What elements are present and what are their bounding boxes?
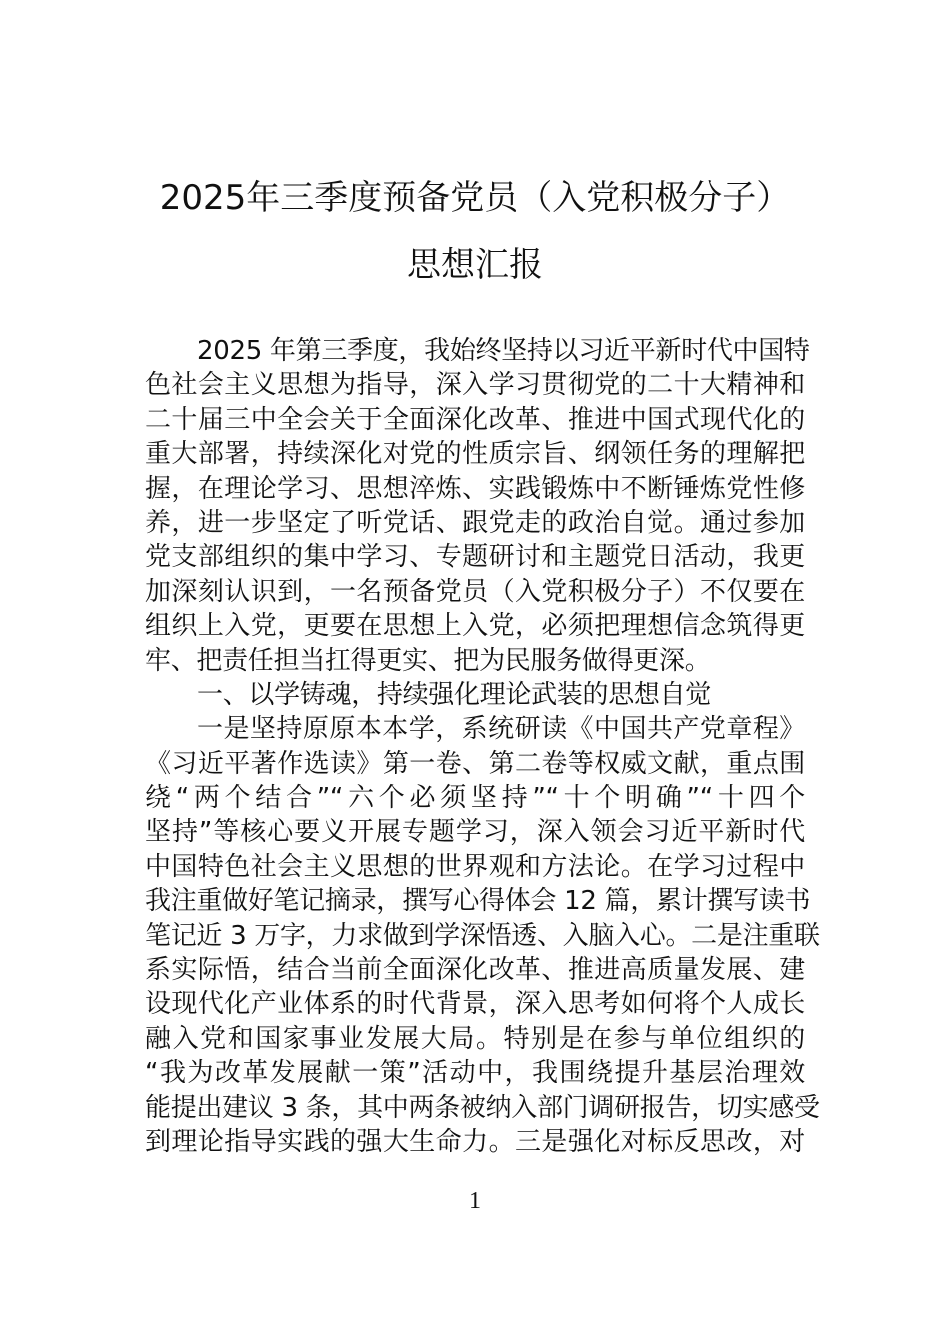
- document-body: [145, 334, 820, 1159]
- text-line: 融入党和国家事业发展大局。特别是在参与单位组织的: [145, 1023, 805, 1054]
- document-title-line-2: 思想汇报: [407, 245, 543, 285]
- text-line: 党支部组织的集中学习、专题研讨和主题党日活动，我更: [145, 542, 805, 573]
- page-number: 1: [469, 1188, 481, 1214]
- text-line: 重大部署，持续深化对党的性质宗旨、纲领任务的理解把: [145, 439, 805, 470]
- paragraph-intro: [145, 334, 810, 678]
- text-line: 色社会主义思想为指导，深入学习贯彻党的二十大精神和: [145, 370, 805, 401]
- text-line: 笔记近 3 万字，力求做到学深悟透、入脑入心。二是注重联: [145, 920, 820, 951]
- section-heading-1: [145, 678, 805, 712]
- text-line: 设现代化产业体系的时代背景，深入思考如何将个人成长: [145, 989, 805, 1020]
- text-line: 组织上入党，更要在思想上入党，必须把理想信念筑得更: [145, 611, 805, 642]
- text-line: 握，在理论学习、思想淬炼、实践锻炼中不断锤炼党性修: [145, 473, 805, 504]
- document-title-line-1: 2025年三季度预备党员（入党积极分子）: [159, 178, 791, 218]
- text-line: 加深刻认识到，一名预备党员（入党积极分子）不仅要在: [145, 576, 805, 607]
- text-line: 到理论指导实践的强大生命力。三是强化对标反思改，对: [145, 1126, 805, 1157]
- text-line: 中国特色社会主义思想的世界观和方法论。在学习过程中: [145, 851, 805, 882]
- text-line: 牢、把责任担当扛得更实、把为民服务做得更深。: [145, 645, 711, 676]
- text-line: 我注重做好笔记摘录，撰写心得体会 12 篇，累计撰写读书: [145, 886, 811, 917]
- heading-line: 一、以学铸魂，持续强化理论武装的思想自觉: [197, 679, 712, 710]
- text-line: 养，进一步坚定了听党话、跟党走的政治自觉。通过参加: [145, 507, 805, 538]
- text-line: 坚持”等核心要义开展专题学习，深入领会习近平新时代: [145, 817, 805, 848]
- text-line: 2025 年第三季度，我始终坚持以习近平新时代中国特: [197, 336, 810, 366]
- paragraph-section-1: [145, 712, 820, 1159]
- text-line: 一是坚持原原本本学，系统研读《中国共产党章程》: [197, 714, 805, 745]
- text-line: 《习近平著作选读》第一卷、第二卷等权威文献，重点围: [145, 748, 805, 779]
- text-line: “我为改革发展献一策”活动中，我围绕提升基层治理效: [145, 1058, 805, 1089]
- text-line: 系实际悟，结合当前全面深化改革、推进高质量发展、建: [145, 955, 805, 986]
- text-line: 能提出建议 3 条，其中两条被纳入部门调研报告，切实感受: [145, 1092, 820, 1123]
- text-line: 绕“两个结合”“六个必须坚持”“十个明确”“十四个: [145, 783, 805, 814]
- text-line: 二十届三中全会关于全面深化改革、推进中国式现代化的: [145, 404, 805, 435]
